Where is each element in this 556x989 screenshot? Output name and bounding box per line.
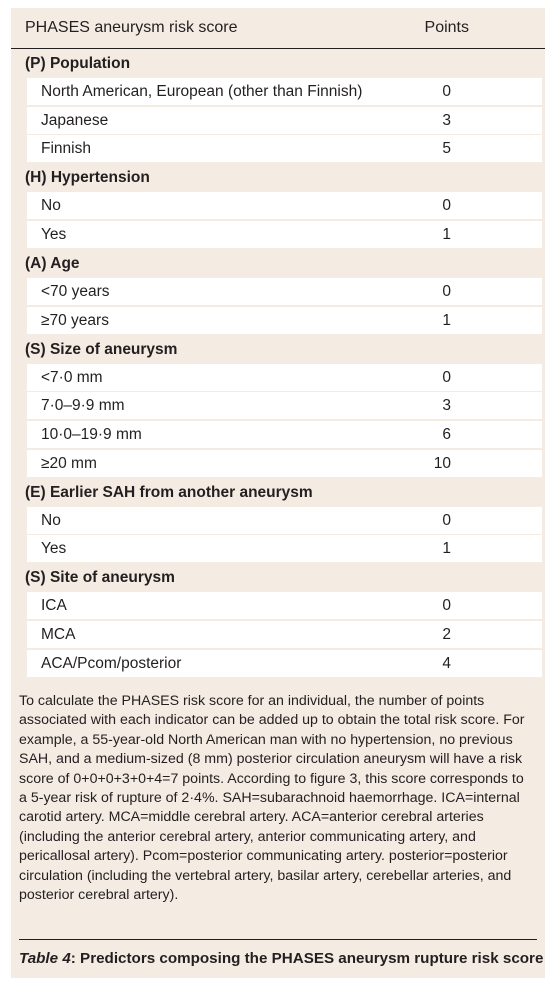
row-label: MCA: [41, 625, 76, 643]
row-points: 0: [442, 83, 451, 100]
row-label: Finnish: [41, 140, 91, 158]
section-label: (S) Site of aneurysm: [25, 569, 175, 587]
row-points: 2: [442, 625, 451, 643]
section-header: [11, 49, 545, 77]
table-caption: [19, 950, 543, 967]
row-points: 0: [442, 511, 451, 529]
footnote-line: To calculate the PHASES risk score for an individual, the number of points: [19, 693, 485, 709]
footnote-line: a 5-year risk of rupture of 2·4%. SAH=subarachnoid haemorrhage. ICA=internal: [19, 790, 520, 807]
section-header: [11, 563, 545, 591]
table-row: [27, 307, 542, 334]
row-label: No: [41, 197, 61, 215]
row-label: North American, European (other than Finnish): [41, 83, 363, 100]
row-points: 1: [442, 540, 451, 558]
table-row: [27, 621, 542, 648]
row-label: <70 years: [41, 283, 110, 300]
table-header: [11, 8, 545, 49]
section-label: (P) Population: [25, 55, 131, 72]
footnote-line: associated with each indicator can be added up to obtain the total risk score. For: [19, 712, 525, 729]
caption-text: : Predictors composing the PHASES aneurysm rupture risk score: [70, 950, 544, 967]
table-row: [27, 107, 542, 134]
caption-divider: [19, 939, 537, 940]
row-label: <7·0 mm: [41, 368, 103, 386]
section-header: [11, 163, 545, 191]
table-row: [27, 421, 542, 448]
row-label: Japanese: [41, 111, 109, 129]
footnote-line: score of 0+0+0+3+0+4=7 points. According to figure 3, this score corresponds to: [19, 770, 524, 787]
table-row: [27, 192, 542, 219]
footnote-line: posterior cerebral artery).: [19, 887, 179, 904]
table-row: [27, 650, 542, 677]
row-points: 0: [442, 197, 451, 215]
section-header: [11, 478, 545, 506]
table-row: [27, 507, 542, 534]
section-label: (A) Age: [25, 255, 80, 272]
row-label: 7·0–9·9 mm: [41, 397, 125, 415]
footnote-line: pericallosal artery). Pcom=posterior communicating artery. posterior=posterior: [19, 848, 508, 865]
row-label: Yes: [41, 540, 67, 558]
row-points: 1: [442, 311, 451, 329]
section-label: (E) Earlier SAH from another aneurysm: [25, 483, 313, 501]
table-row: [27, 535, 542, 562]
row-label: Yes: [41, 225, 67, 243]
footnote-line: carotid artery. MCA=middle cerebral artery. ACA=anterior cerebral arteries: [19, 809, 484, 826]
row-label: ≥70 years: [41, 311, 109, 329]
table-panel: [11, 8, 545, 978]
row-points: 10: [433, 454, 451, 472]
section-label: (H) Hypertension: [25, 169, 150, 187]
row-points: 0: [442, 597, 451, 615]
row-points: 3: [442, 111, 451, 129]
table-row: [27, 364, 542, 391]
row-label: ICA: [41, 597, 67, 615]
table-row: [27, 450, 542, 477]
header-points: Points: [424, 19, 469, 36]
row-points: 5: [442, 140, 451, 158]
header-title: PHASES aneurysm risk score: [25, 19, 238, 36]
table-row: [27, 221, 542, 248]
row-label: ACA/Pcom/posterior: [41, 654, 182, 672]
row-points: 0: [442, 368, 451, 386]
row-points: 1: [442, 225, 451, 243]
row-points: 0: [442, 283, 451, 300]
section-label: (S) Size of aneurysm: [25, 340, 178, 358]
footnote: [19, 692, 539, 905]
table-row: [27, 135, 542, 162]
row-points: 6: [442, 425, 451, 443]
footnote-line: circulation (including the vertebral artery, basilar artery, cerebellar arteries, and: [19, 867, 512, 884]
table-row: [27, 78, 542, 105]
row-points: 3: [442, 397, 451, 415]
table-row: [27, 592, 542, 619]
caption-label: Table 4: [19, 950, 71, 967]
row-label: No: [41, 511, 61, 529]
row-label: ≥20 mm: [41, 454, 97, 472]
table-row: [27, 392, 542, 419]
footnote-line: SAH, and a medium-sized (8 mm) posterior circulation aneurysm will have a risk: [19, 751, 523, 768]
footnote-line: example, a 55-year-old North American man with no hypertension, no previous: [19, 731, 513, 748]
row-label: 10·0–19·9 mm: [41, 425, 142, 443]
section-header: [11, 249, 545, 277]
section-header: [11, 335, 545, 363]
row-points: 4: [442, 654, 451, 672]
footnote-line: (including the anterior cerebral artery, anterior communicating artery, and: [19, 828, 476, 845]
table-row: [27, 278, 542, 305]
